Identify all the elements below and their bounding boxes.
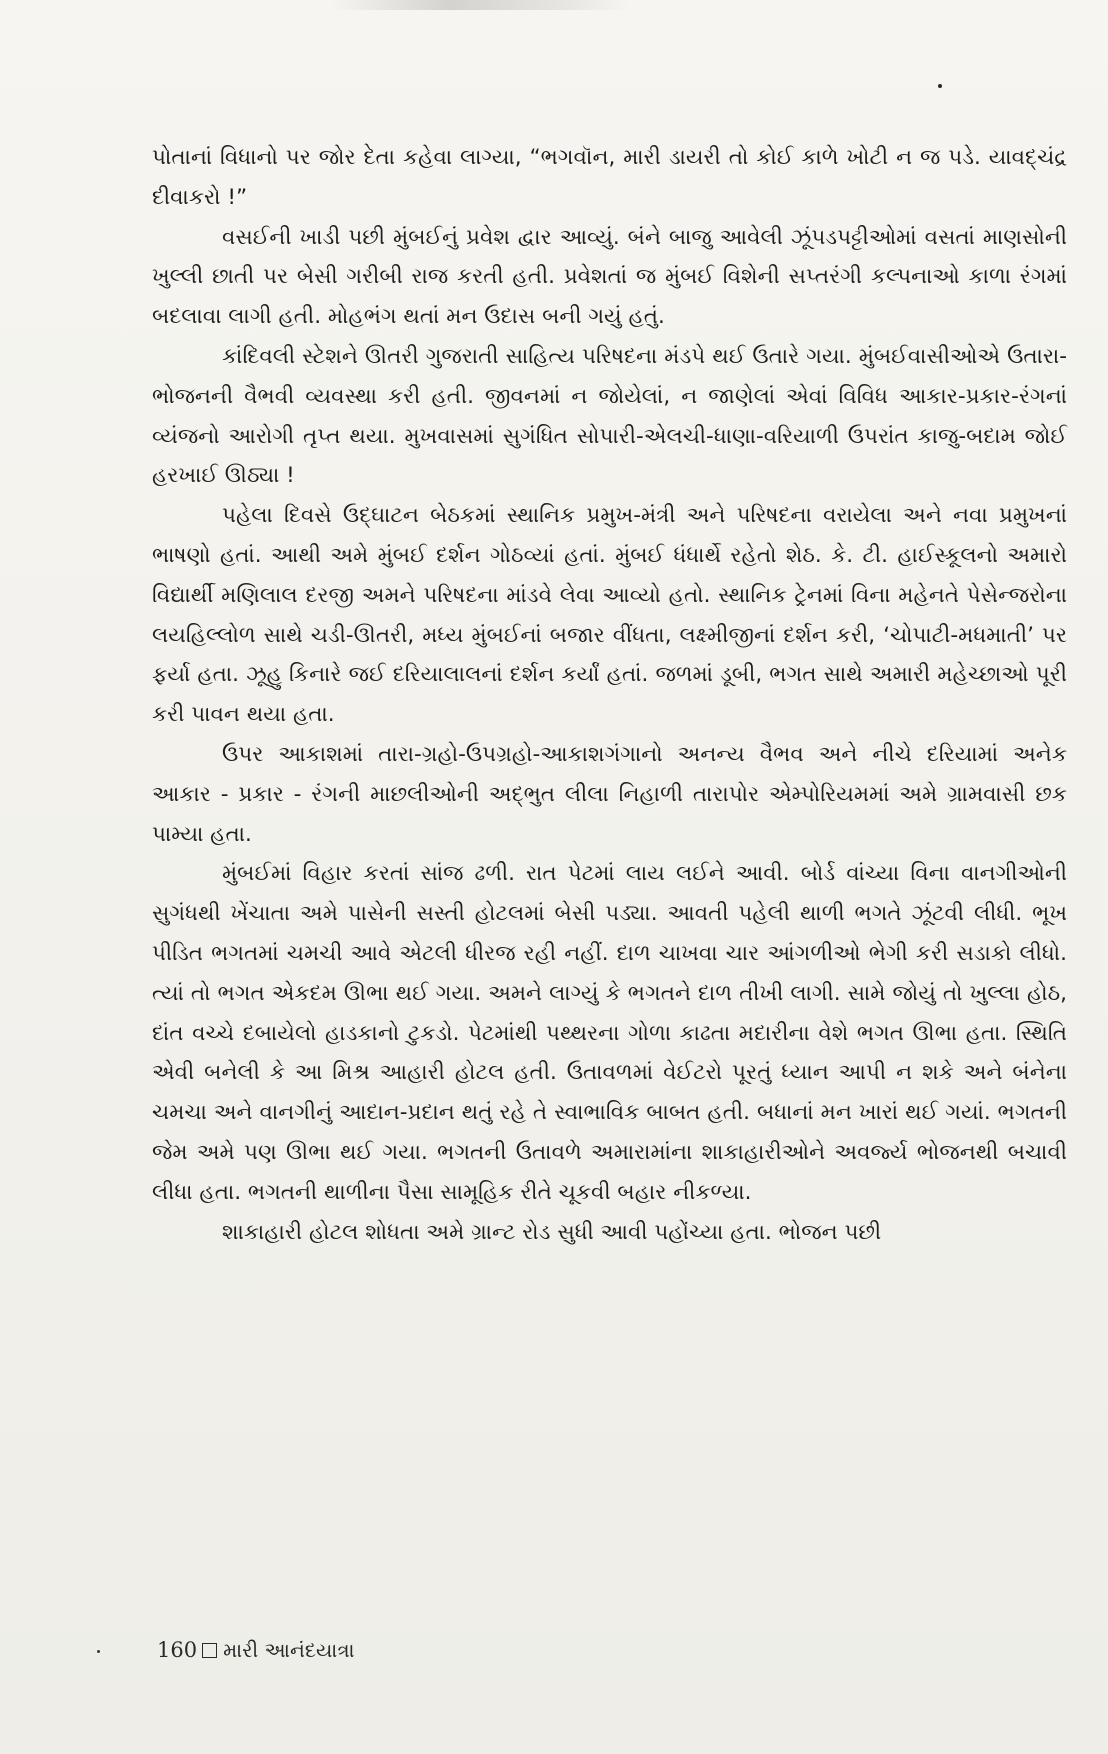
paragraph: કાંદિવલી સ્ટેશને ઊતરી ગુજરાતી સાહિત્ય પરિષદના મંડપે થઈ ઉતારે ગયા. મુંબઈવાસીઓએ ઉતારા-ભોજનની વૈભવી વ્યવસ્થા કરી હતી. જીવનમાં ન જોયેલાં, ન જાણેલાં એવાં વિવિધ આકાર-પ્રકાર-રંગનાં વ્યંજનો આરોગી તૃપ્ત થયા. મુખવાસમાં સુગંધિત સોપારી-એલચી-ધાણા-વરિયાળી ઉપરાંત કાજુ-બદામ જોઈ હરખાઈ ઊઠ્યા ! (152, 343, 1067, 489)
scan-smudge (330, 0, 630, 10)
paragraph: વસઈની ખાડી પછી મુંબઈનું પ્રવેશ દ્વાર આવ્યું. બંને બાજુ આવેલી ઝૂંપડપટ્ટીઓમાં વસતાં માણસોની ખુલ્લી છાતી પર બેસી ગરીબી રાજ કરતી હતી. પ્રવેશતાં જ મુંબઈ વિશેની સપ્તરંગી કલ્પનાઓ કાળા રંગમાં બદલાવા લાગી હતી. મોહભંગ થતાં મન ઉદાસ બની ગયું હતું. (152, 224, 1067, 330)
page-footer (157, 1636, 355, 1664)
paragraph: શાકાહારી હોટલ શોધતા અમે ગ્રાન્ટ રોડ સુધી આવી પહોંચ્યા હતા. ભોજન પછી (222, 1219, 882, 1245)
paragraph: પહેલા દિવસે ઉદ્‌ઘાટન બેઠકમાં સ્થાનિક પ્રમુખ-મંત્રી અને પરિષદના વરાયેલા અને નવા પ્રમુખનાં ભાષણો હતાં. આથી અમે મુંબઈ દર્શન ગોઠવ્યાં હતાં. મુંબઈ ધંધાર્થે રહેતો શેઠ. કે. ટી. હાઈસ્કૂલનો અમારો વિદ્યાર્થી મણિલાલ દરજી અમને પરિષદના માંડવે લેવા આવ્યો હતો. સ્થાનિક ટ્રેનમાં વિના મહેનતે પેસેન્જરોના લયહિલ્લોળ સાથે ચડી-ઊતરી, મધ્ય મુંબઈનાં બજાર વીંધતા, લક્ષ્મીજીનાં દર્શન કરી, ‘ચોપાટી-મધમાતી’ પર ફર્યા હતા. ઝૂહુ કિનારે જઈ દરિયાલાલનાં દર્શન કર્યાં હતાં. જળમાં ડૂબી, ભગત સાથે અમારી મહેચ્છાઓ પૂરી કરી પાવન થયા હતા. (152, 503, 1067, 728)
paragraph: પોતાનાં વિધાનો પર જોર દેતા કહેવા લાગ્યા, “ભગવૉન, મારી ડાયરી તો કોઈ કાળે ખોટી ન જ પડે. યાવદ્‌ચંદ્ર દીવાકરો !” (152, 145, 1067, 210)
book-title: મારી આનંદયાત્રા (223, 1638, 355, 1662)
page-number: 160 (157, 1638, 198, 1662)
square-separator-icon (202, 1643, 217, 1658)
ink-speck (938, 84, 942, 88)
paragraph: ઉપર આકાશમાં તારા-ગ્રહો-ઉપગ્રહો-આકાશગંગાનો અનન્ય વૈભવ અને નીચે દરિયામાં અનેક આકાર - પ્રકાર - રંગની માછલીઓની અદ્‌ભુત લીલા નિહાળી તારાપોર એમ્પોરિયમમાં અમે ગ્રામવાસી છક પામ્યા હતા. (152, 741, 1067, 847)
page-body (152, 138, 1067, 1252)
paragraph: મુંબઈમાં વિહાર કરતાં સાંજ ઢળી. રાત પેટમાં લાય લઈને આવી. બોર્ડ વાંચ્યા વિના વાનગીઓની સુગંધથી ખેંચાતા અમે પાસેની સસ્તી હોટલમાં બેસી પડ્યા. આવતી પહેલી થાળી ભગતે ઝૂંટવી લીધી. ભૂખ પીડિત ભગતમાં ચમચી આવે એટલી ધીરજ રહી નહીં. દાળ ચાખવા ચાર આંગળીઓ ભેગી કરી સડાકો લીધો. ત્યાં તો ભગત એકદમ ઊભા થઈ ગયા. અમને લાગ્યું કે ભગતને દાળ તીખી લાગી. સામે જોયું તો ખુલ્લા હોઠ, દાંત વચ્ચે દબાયેલો હાડકાનો ટુકડો. પેટમાંથી પથ્થરના ગોળા કાઢતા મદારીના વેશે ભગત ઊભા હતા. સ્થિતિ એવી બનેલી કે આ મિશ્ર આહારી હોટલ હતી. ઉતાવળમાં વેઈટરો પૂરતું ધ્યાન આપી ન શકે અને બંનેના ચમચા અને વાનગીનું આદાન-પ્રદાન થતું રહે તે સ્વાભાવિક બાબત હતી. બધાનાં મન ખારાં થઈ ગયાં. ભગતની જેમ અમે પણ ઊભા થઈ ગયા. ભગતની ઉતાવળે અમારામાંના શાકાહારીઓને અવર્જ્ય ભોજનથી બચાવી લીધા હતા. ભગતની થાળીના પૈસા સામૂહિક રીતે ચૂકવી બહાર નીકળ્યા. (152, 861, 1067, 1205)
margin-mark (97, 1650, 100, 1653)
